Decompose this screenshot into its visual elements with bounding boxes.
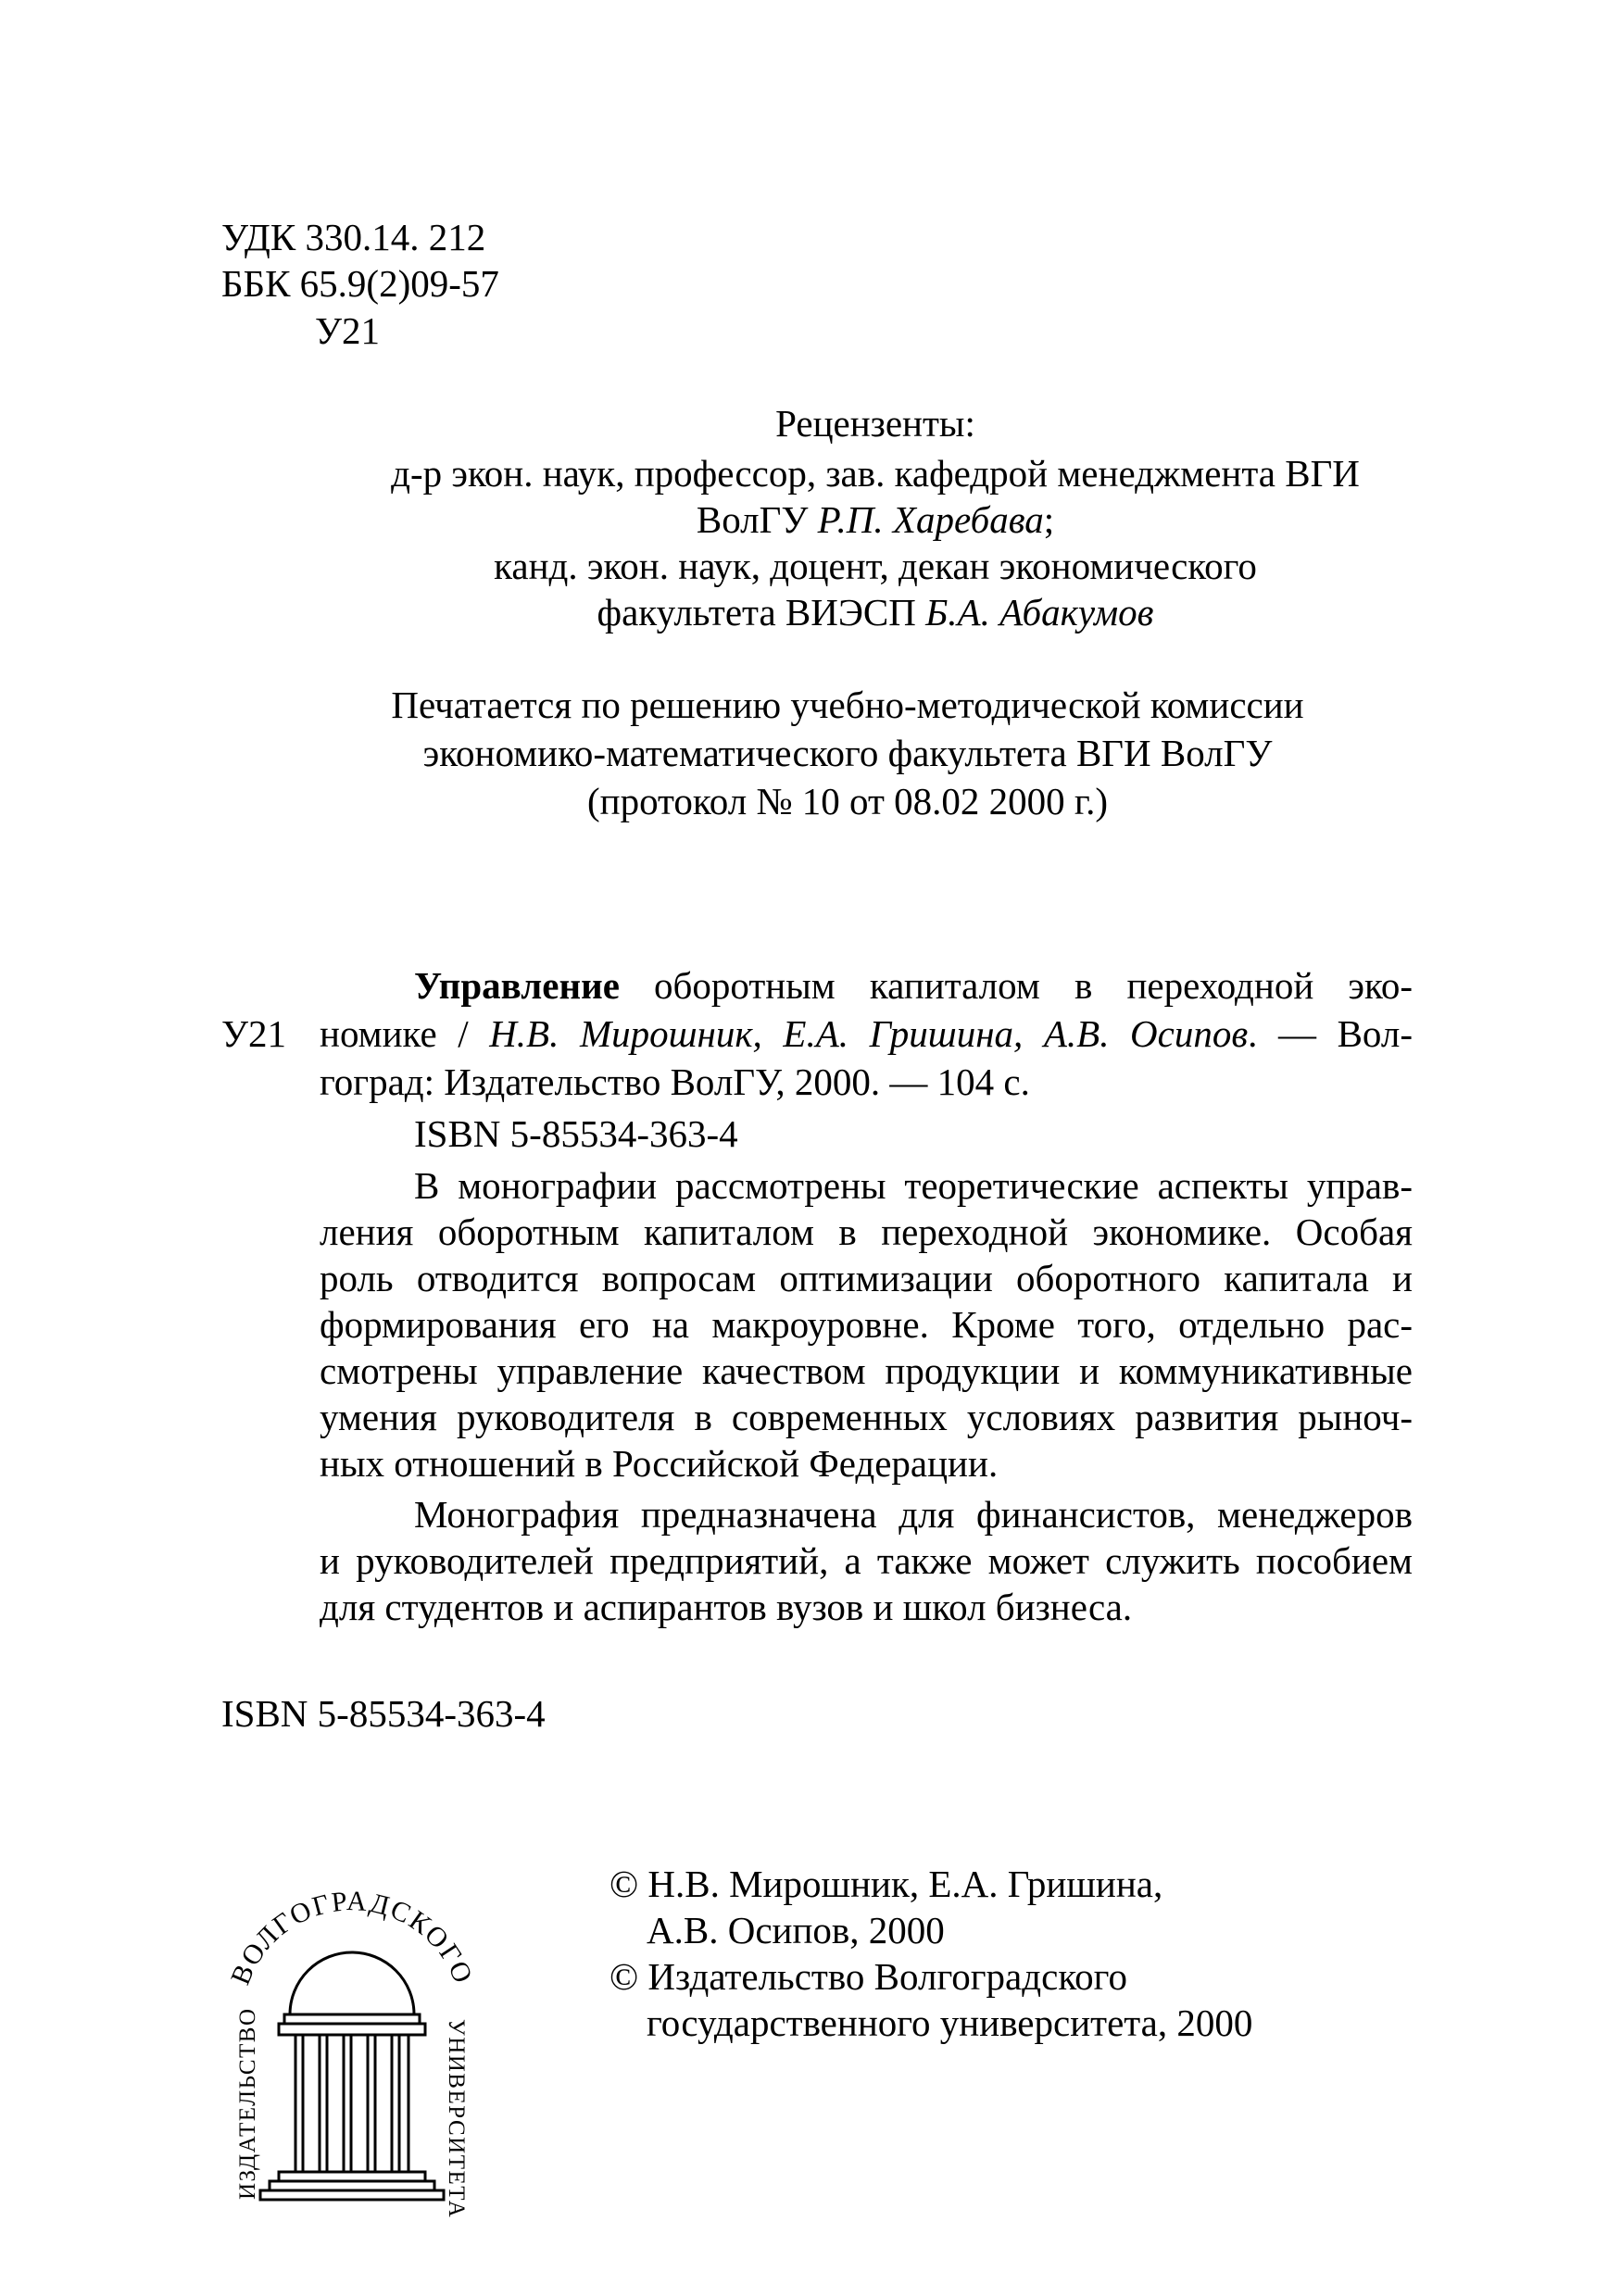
bib-mark: У21	[221, 1012, 287, 1055]
reviewer-1-line-2: ВолГУ Р.П. Харебава;	[696, 498, 1055, 541]
copyright-line-2: А.В. Осипов, 2000	[647, 1909, 945, 1951]
approval-line-1: Печатается по решению учебно-методической комиссии	[391, 684, 1304, 726]
bib-isbn: ISBN 5-85534-363-4	[414, 1112, 738, 1155]
reviewers-heading: Рецензенты:	[775, 402, 975, 445]
bib-authors: Н.В. Мирошник, Е.А. Гришина, А.В. Осипов	[489, 1012, 1249, 1055]
bbk-code: ББК 65.9(2)09-57	[221, 262, 499, 305]
copyright-line-3: © Издательство Волгоградского	[609, 1955, 1127, 1998]
isbn-main: ISBN 5-85534-363-4	[221, 1692, 546, 1735]
bib-line-2: номике / Н.В. Мирошник, Е.А. Гришина, А.В. Осипов. — Вол-	[320, 1012, 1413, 1055]
abstract-line: Монография предназначена для финансистов, менеджеров	[414, 1493, 1413, 1536]
publisher-logo	[218, 1806, 486, 2241]
reviewer-2-line-2: факультета ВИЭСП Б.А. Абакумов	[597, 591, 1154, 634]
dome-icon	[290, 1952, 414, 2014]
copyright-line-1: © Н.В. Мирошник, Е.А. Гришина,	[609, 1863, 1163, 1905]
abstract-line: ных отношений в Российской Федерации.	[320, 1442, 999, 1485]
udk-code: УДК 330.14. 212	[221, 216, 486, 258]
author-mark: У21	[315, 309, 381, 352]
reviewer-1-name: Р.П. Харебава	[817, 498, 1044, 541]
abstract-line: смотрены управление качеством продукции и коммуникативные	[320, 1349, 1413, 1392]
abstract-line: и руководителей предприятий, а также может служить пособием	[320, 1539, 1413, 1582]
bib-line-3: гоград: Издательство ВолГУ, 2000. — 104 с.	[320, 1060, 1030, 1103]
approval-line-3: (протокол № 10 от 08.02 2000 г.)	[586, 780, 1109, 822]
approval-line-2: экономико-математического факультета ВГИ ВолГУ	[422, 732, 1273, 774]
abstract-line: формирования его на макроуровне. Кроме того, отдельно рас-	[320, 1303, 1413, 1346]
abstract-line: для студентов и аспирантов вузов и школ бизнеса.	[320, 1586, 1133, 1628]
abstract-line: В монографии рассмотрены теоретические аспекты управ-	[414, 1164, 1413, 1207]
reviewer-1-line-1: д-р экон. наук, профессор, зав. кафедрой менеджмента ВГИ	[391, 452, 1360, 495]
logo-left-text: ИЗДАТЕЛЬСТВО	[235, 2007, 260, 2200]
bib-title-bold: Управление	[414, 964, 620, 1007]
abstract-line: ления оборотным капиталом в переходной экономике. Особая	[320, 1211, 1413, 1253]
bib-line-1: Управление оборотным капиталом в переходной эко-	[414, 964, 1413, 1007]
abstract-line: умения руководителя в современных условиях развития рыноч-	[320, 1396, 1413, 1438]
abstract-line: роль отводится вопросам оптимизации оборотного капитала и	[320, 1257, 1413, 1299]
reviewer-2-line-1: канд. экон. наук, доцент, декан экономического	[494, 545, 1257, 587]
copyright-line-4: государственного университета, 2000	[647, 2001, 1253, 2044]
reviewer-2-name: Б.А. Абакумов	[925, 591, 1154, 634]
logo-right-text: УНИВЕРСИТЕТА	[444, 2019, 469, 2219]
logo-arc-text: ВОЛГОГРАДСКОГО	[224, 1885, 480, 1989]
columns-icon	[295, 2035, 408, 2172]
